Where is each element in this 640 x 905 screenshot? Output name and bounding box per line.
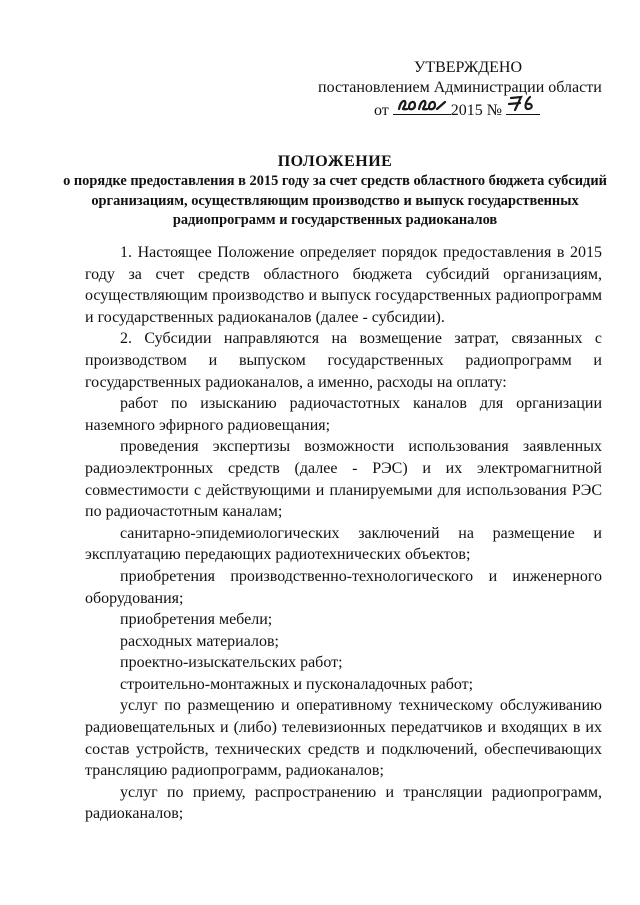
list-item-furniture: приобретения мебели; — [120, 611, 273, 629]
list-item-sanitary: санитарно-эпидемиологических заключений на размещение и эксплуатацию передающих радиотехнических объектов; — [85, 524, 602, 564]
handwritten-date-signature — [393, 95, 451, 113]
list-item-expertise: проведения экспертизы возможности использования заявленных радиоэлектронных средств (далее - РЭС) и их электромагнитной совместимости с действующими и планируемыми для использования РЭС по радиочастотным каналам; — [85, 438, 602, 521]
title-subtitle: о порядке предоставления в 2015 году за счет средств областного бюджета субсидий организациям, осуществляющим производство и выпуск государственных радиопрограмм и государственных радиоканалов — [63, 173, 607, 228]
title-heading: ПОЛОЖЕНИЕ — [277, 153, 393, 170]
paragraph-1: 1. Настоящее Положение определяет порядок предоставления в 2015 году за счет средств областного бюджета субсидий организациям, осуществляющим производство и выпуск государственных радиопрограмм и государственных радиоканалов (далее - субсидии). — [85, 244, 602, 326]
list-item-equipment: приобретения производственно-технологического и инженерного оборудования; — [85, 567, 602, 607]
approval-heading: УТВЕРЖДЕНО — [414, 59, 523, 76]
list-item-broadcast-services: услуг по приему, распространению и трансляции радиопрограмм, радиоканалов; — [85, 783, 602, 823]
document-title — [60, 152, 610, 231]
list-item-construction: строительно-монтажных и пусконаладочных работ; — [120, 675, 474, 693]
handwritten-date-field — [393, 98, 451, 115]
list-item-radio-channels: работ по изысканию радиочастотных каналов для организации наземного эфирного радиовещания; — [85, 395, 602, 434]
approval-date-line — [318, 98, 618, 121]
handwritten-number-signature — [506, 93, 540, 113]
document-body — [85, 242, 602, 825]
list-item-consumables: расходных материалов; — [120, 632, 279, 650]
approval-year-and-number: 2015 № — [450, 102, 503, 119]
approval-authority: постановлением Администрации области — [318, 79, 602, 96]
approval-date-prefix: от — [374, 102, 389, 119]
handwritten-number-field — [506, 98, 540, 115]
list-item-transmitter-services: услуг по размещению и оперативному техническому обслуживанию радиовещательных и (либо) телевизионных передатчиков и входящих в их состав устройств, технических средств и подключений, обеспечивающих трансляцию радиопрограмм, радиоканалов; — [85, 697, 602, 780]
approval-block — [318, 58, 618, 121]
list-item-survey-works: проектно-изыскательских работ; — [120, 654, 343, 672]
paragraph-2: 2. Субсидии направляются на возмещение затрат, связанных с производством и выпуском государственных радиопрограмм и государственных радиоканалов, а именно, расходы на оплату: — [85, 330, 602, 391]
